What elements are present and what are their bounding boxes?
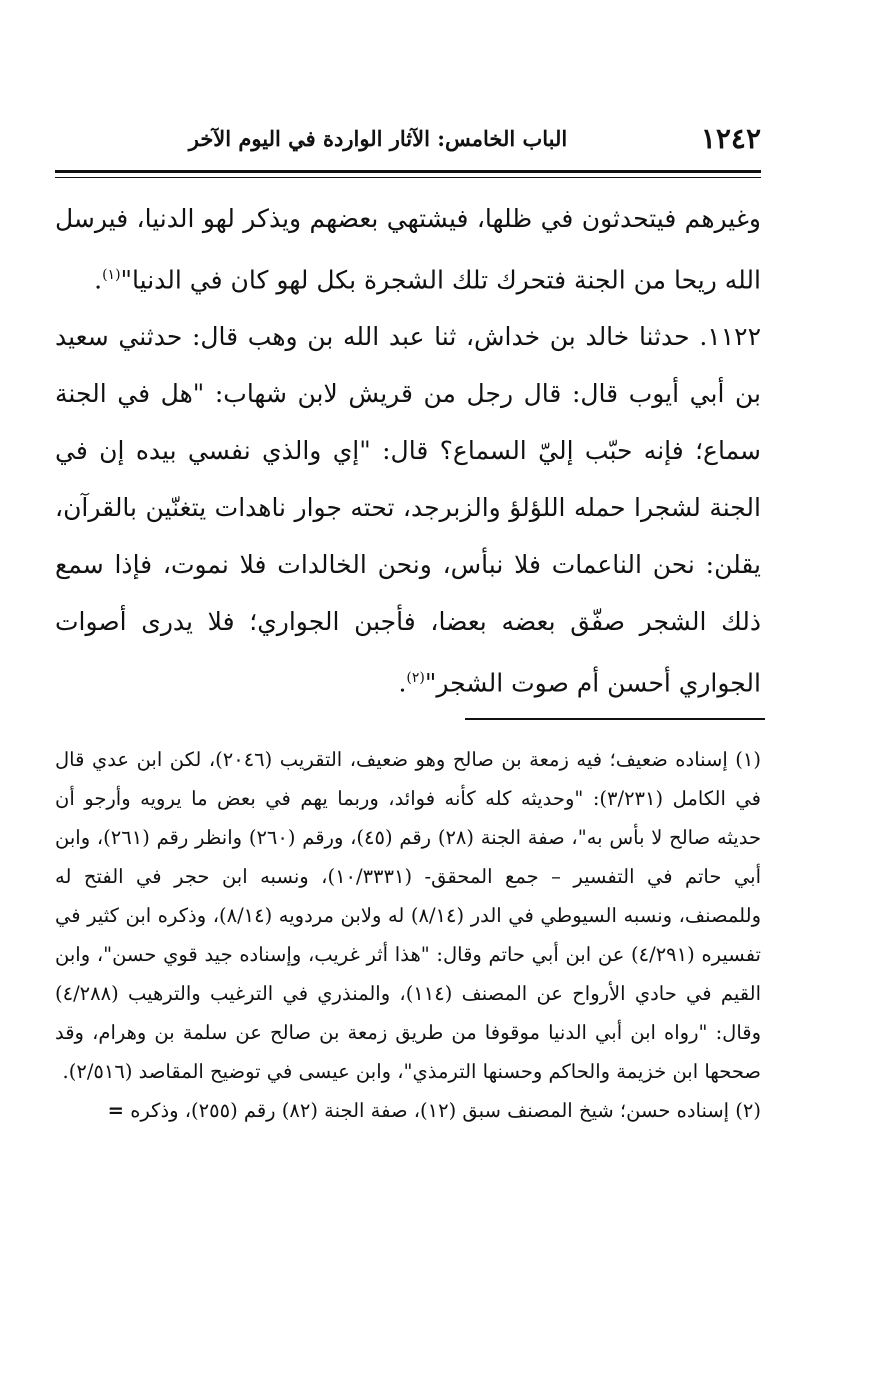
paragraph-text: ١١٢٢. حدثنا خالد بن خداش، ثنا عبد الله بن وهب قال: حدثني سعيد بن أبي أيوب قال: قال رجل من قريش لابن شهاب: "هل في الجنة سماع؛ فإنه حبّب إليّ السماع؟ قال: "إي والذي نفسي بيده إن في الجنة لشجرا حمله اللؤلؤ والزبرجد، تحته جوار ناهدات يتغنّين بالقرآن، يقلن: نحن الناعمات فلا نبأس، ونحن الخالدات فلا نموت، فإذا سمع ذلك الشجر صفّق بعضه بعضا، فأجبن الجواري؛ فلا يدرى أصوات الجواري أحسن أم صوت الشجر": [55, 322, 761, 698]
footnote-2-text: (٢) إسناده حسن؛ شيخ المصنف سبق (١٢)، صفة الجنة (٨٢) رقم (٢٥٥)، وذكره: [130, 1099, 761, 1122]
chapter-title: الباب الخامس: الآثار الواردة في اليوم الآخر: [188, 126, 568, 151]
paragraph-continuation: [55, 190, 761, 308]
paragraph-text: وغيرهم فيتحدثون في ظلها، فيشتهي بعضهم ويذكر لهو الدنيا، فيرسل الله ريحا من الجنة فتحرك تلك الشجرة بكل لهو كان في الدنيا": [55, 204, 761, 295]
page-number: ١٢٤٢: [700, 122, 761, 155]
paragraph-end: .: [94, 265, 103, 295]
paragraph-end: .: [398, 668, 407, 698]
header-rule-thin: [55, 177, 761, 178]
page-header: [55, 118, 761, 162]
paragraph-athar-1122: [55, 308, 761, 711]
footnote-ref-2[interactable]: (٢): [406, 670, 425, 687]
header-rule-thick: [55, 170, 761, 173]
footnotes: [55, 740, 761, 1130]
main-text: [55, 190, 761, 712]
footnote-2: [55, 1091, 761, 1130]
footnote-1: (١) إسناده ضعيف؛ فيه زمعة بن صالح وهو ضعيف، التقريب (٢٠٤٦)، لكن ابن عدي قال في الكامل (٣/٢٣١): "وحديثه كله كأنه فوائد، وربما يهم في بعض ما يرويه وأرجو أن حديثه صالح لا بأس به"، صفة الجنة (٢٨) رقم (٤٥)، ورقم (٢٦٠) وانظر رقم (٢٦١)، وابن أبي حاتم في التفسير – جمع المحقق- (١٠/٣٣٣١)، ونسبه ابن حجر في الفتح له وللمصنف، ونسبه السيوطي في الدر (٨/١٤) له ولابن مردويه (٨/١٤)، وذكره ابن كثير في تفسيره (٤/٢٩١) عن ابن أبي حاتم وقال: "هذا أثر غريب، وإسناده جيد قوي حسن"، وابن القيم في حادي الأرواح عن المصنف (١١٤)، والمنذري في الترغيب والترهيب (٤/٢٨٨) وقال: "رواه ابن أبي الدنيا موقوفا من طريق زمعة بن صالح عن سلمة بن وهرام، وقد صححها ابن خزيمة والحاكم وحسنها الترمذي"، وابن عيسى في توضيح المقاصد (٢/٥١٦).: [55, 748, 761, 1083]
continuation-mark: =: [107, 1099, 124, 1122]
footnote-ref-1[interactable]: (١): [102, 267, 121, 283]
footnote-separator: [465, 718, 765, 720]
